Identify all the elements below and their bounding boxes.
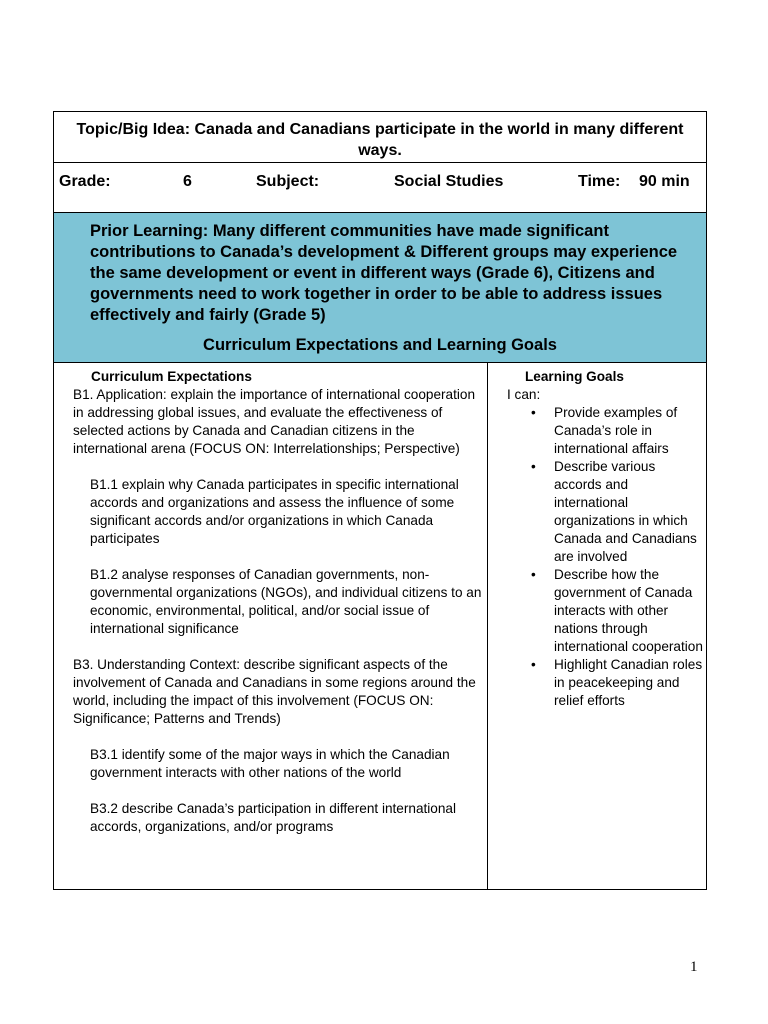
grade-value: 6	[183, 173, 192, 190]
learning-goals-intro: I can:	[507, 387, 541, 402]
time-value: 90 min	[639, 173, 690, 190]
expectation-b3-2: B3.2 describe Canada’s participation in different international accords, organizations, and/or programs	[90, 801, 457, 834]
subject-label: Subject:	[256, 173, 320, 190]
expectation-b1: B1. Application: explain the importance of international cooperation in addressing global issues, and evaluate the effectiveness of selected actions by Canada and Canadian citizens in the international arena (FOCUS ON: Interrelationships; Perspective)	[73, 387, 476, 456]
expectation-b3: B3. Understanding Context: describe significant aspects of the involvement of Canada and Canadians in some regions around the world, including the impact of this involvement (FOCUS ON: Significance; Patterns and Trends)	[73, 657, 476, 726]
learning-goal-item: • Describe various accords and international organizations in which Canada and Canadians are involved	[507, 458, 703, 566]
expectation-b1-1: B1.1 explain why Canada participates in specific international accords and organizations and assess the influence of some significant accords and/or organizations in which Canada participates	[90, 477, 459, 546]
lesson-plan-table	[53, 111, 707, 890]
topic-row	[54, 112, 706, 163]
topic-big-idea: Topic/Big Idea: Canada and Canadians participate in the world in many different ways.	[76, 121, 684, 159]
subject-value: Social Studies	[394, 173, 504, 190]
expectation-b3-1: B3.1 identify some of the major ways in which the Canadian government interacts with other nations of the world	[90, 747, 450, 780]
learning-goals-column	[507, 368, 703, 710]
curriculum-expectations-heading: Curriculum Expectations	[91, 369, 252, 384]
expectation-b1-2: B1.2 analyse responses of Canadian governments, non-governmental organizations (NGOs), and individual citizens to an economic, environmental, political, and/or social issue of international significance	[90, 567, 482, 636]
time-label: Time:	[578, 173, 621, 190]
grade-label: Grade:	[59, 173, 111, 190]
learning-goal-item: • Describe how the government of Canada interacts with other nations through international cooperation	[507, 566, 703, 656]
grade-subject-time-row	[54, 163, 706, 213]
prior-learning-section	[54, 213, 706, 363]
learning-goal-item: • Highlight Canadian roles in peacekeeping and relief efforts	[507, 656, 703, 710]
learning-goals-heading: Learning Goals	[525, 369, 624, 384]
learning-goals-list	[507, 404, 703, 710]
curriculum-goals-heading: Curriculum Expectations and Learning Goals	[203, 336, 557, 354]
column-divider	[487, 363, 488, 889]
learning-goal-item: • Provide examples of Canada’s role in international affairs	[507, 404, 703, 458]
prior-learning-text: Prior Learning: Many different communities have made significant contributions to Canada’s development & Different groups may experience the same development or event in different ways (Grade 6), Citizens and governments need to work together in order to be able to address issues effectively and fairly (Grade 5)	[90, 222, 678, 324]
page-number: 1	[690, 959, 698, 975]
expectations-goals-row	[54, 363, 706, 889]
curriculum-expectations-column	[73, 368, 485, 836]
